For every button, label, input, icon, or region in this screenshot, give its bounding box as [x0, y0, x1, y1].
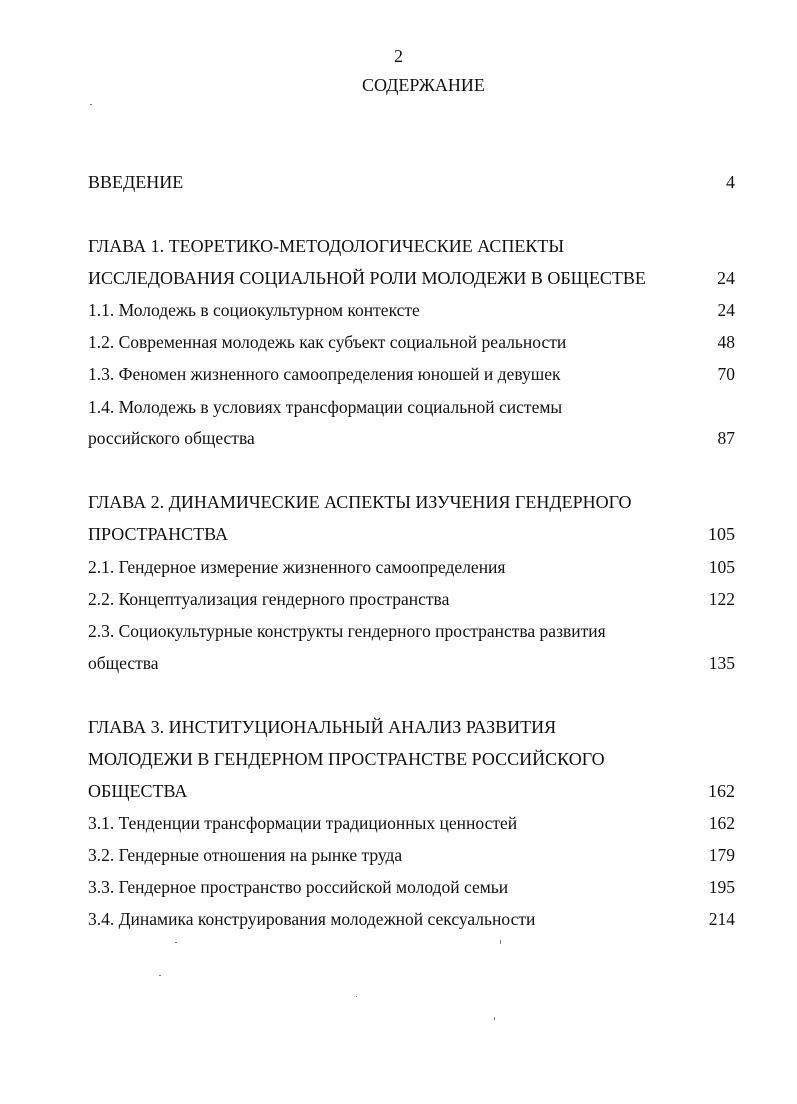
- toc-section-page: 179: [708, 845, 735, 865]
- toc-section-page: 24: [717, 300, 735, 320]
- toc-chapter-heading: МОЛОДЕЖИ В ГЕНДЕРНОМ ПРОСТРАНСТВЕ РОССИЙСКОГО: [88, 749, 605, 769]
- toc-section-page: 122: [708, 589, 735, 609]
- toc-section: 3.1. Тенденции трансформации традиционных ценностей: [88, 813, 518, 833]
- toc-chapter-heading: ГЛАВА 1. ТЕОРЕТИКО-МЕТОДОЛОГИЧЕСКИЕ АСПЕКТЫ: [88, 236, 565, 256]
- toc-section: 3.2. Гендерные отношения на рынке труда: [88, 845, 403, 865]
- toc-section-page: 105: [708, 557, 735, 577]
- page-number: 2: [394, 46, 403, 66]
- toc-chapter-heading: ГЛАВА 3. ИНСТИТУЦИОНАЛЬНЫЙ АНАЛИЗ РАЗВИТИЯ: [88, 717, 557, 737]
- scan-speck: [159, 975, 161, 976]
- toc-chapter-heading: ПРОСТРАНСТВА: [88, 524, 229, 544]
- toc-intro-label: ВВЕДЕНИЕ: [88, 172, 184, 192]
- toc-chapter-page: 105: [708, 524, 735, 544]
- toc-section: российского общества: [88, 428, 255, 448]
- toc-section: 3.4. Динамика конструирования молодежной сексуальности: [88, 909, 536, 929]
- toc-section-page: 214: [708, 909, 735, 929]
- toc-intro-page: 4: [726, 172, 735, 192]
- scan-speck: [175, 942, 177, 943]
- scan-speck: [500, 940, 501, 944]
- toc-section: общества: [88, 653, 159, 673]
- toc-section: 1.2. Современная молодежь как субъект социальной реальности: [88, 332, 567, 352]
- toc-chapter-heading: ИССЛЕДОВАНИЯ СОЦИАЛЬНОЙ РОЛИ МОЛОДЕЖИ В ОБЩЕСТВЕ: [88, 268, 646, 288]
- toc-section: 3.3. Гендерное пространство российской молодой семьи: [88, 877, 509, 897]
- toc-section: 2.1. Гендерное измерение жизненного самоопределения: [88, 557, 506, 577]
- toc-chapter-heading: ГЛАВА 2. ДИНАМИЧЕСКИЕ АСПЕКТЫ ИЗУЧЕНИЯ ГЕНДЕРНОГО: [88, 492, 632, 512]
- toc-section-page: 162: [708, 813, 735, 833]
- toc-chapter-heading: ОБЩЕСТВА: [88, 781, 188, 801]
- toc-section: 1.1. Молодежь в социокультурном контексте: [88, 300, 420, 320]
- toc-section-page: 48: [717, 332, 735, 352]
- scan-speck: [356, 996, 357, 997]
- toc-section: 2.3. Социокультурные конструкты гендерного пространства развития: [88, 621, 606, 641]
- toc-section: 1.4. Молодежь в условиях трансформации социальной системы: [88, 397, 563, 417]
- toc-section: 1.3. Феномен жизненного самоопределения юношей и девушек: [88, 364, 561, 384]
- toc-chapter-page: 162: [708, 781, 735, 801]
- page-title: СОДЕРЖАНИЕ: [362, 75, 485, 95]
- toc-section-page: 195: [708, 877, 735, 897]
- toc-section-page: 87: [717, 428, 735, 448]
- scan-speck: [90, 104, 92, 105]
- scan-speck: [494, 1017, 495, 1020]
- toc-chapter-page: 24: [717, 268, 735, 288]
- toc-section: 2.2. Концептуализация гендерного пространства: [88, 589, 450, 609]
- toc-section-page: 135: [708, 653, 735, 673]
- toc-section-page: 70: [717, 364, 735, 384]
